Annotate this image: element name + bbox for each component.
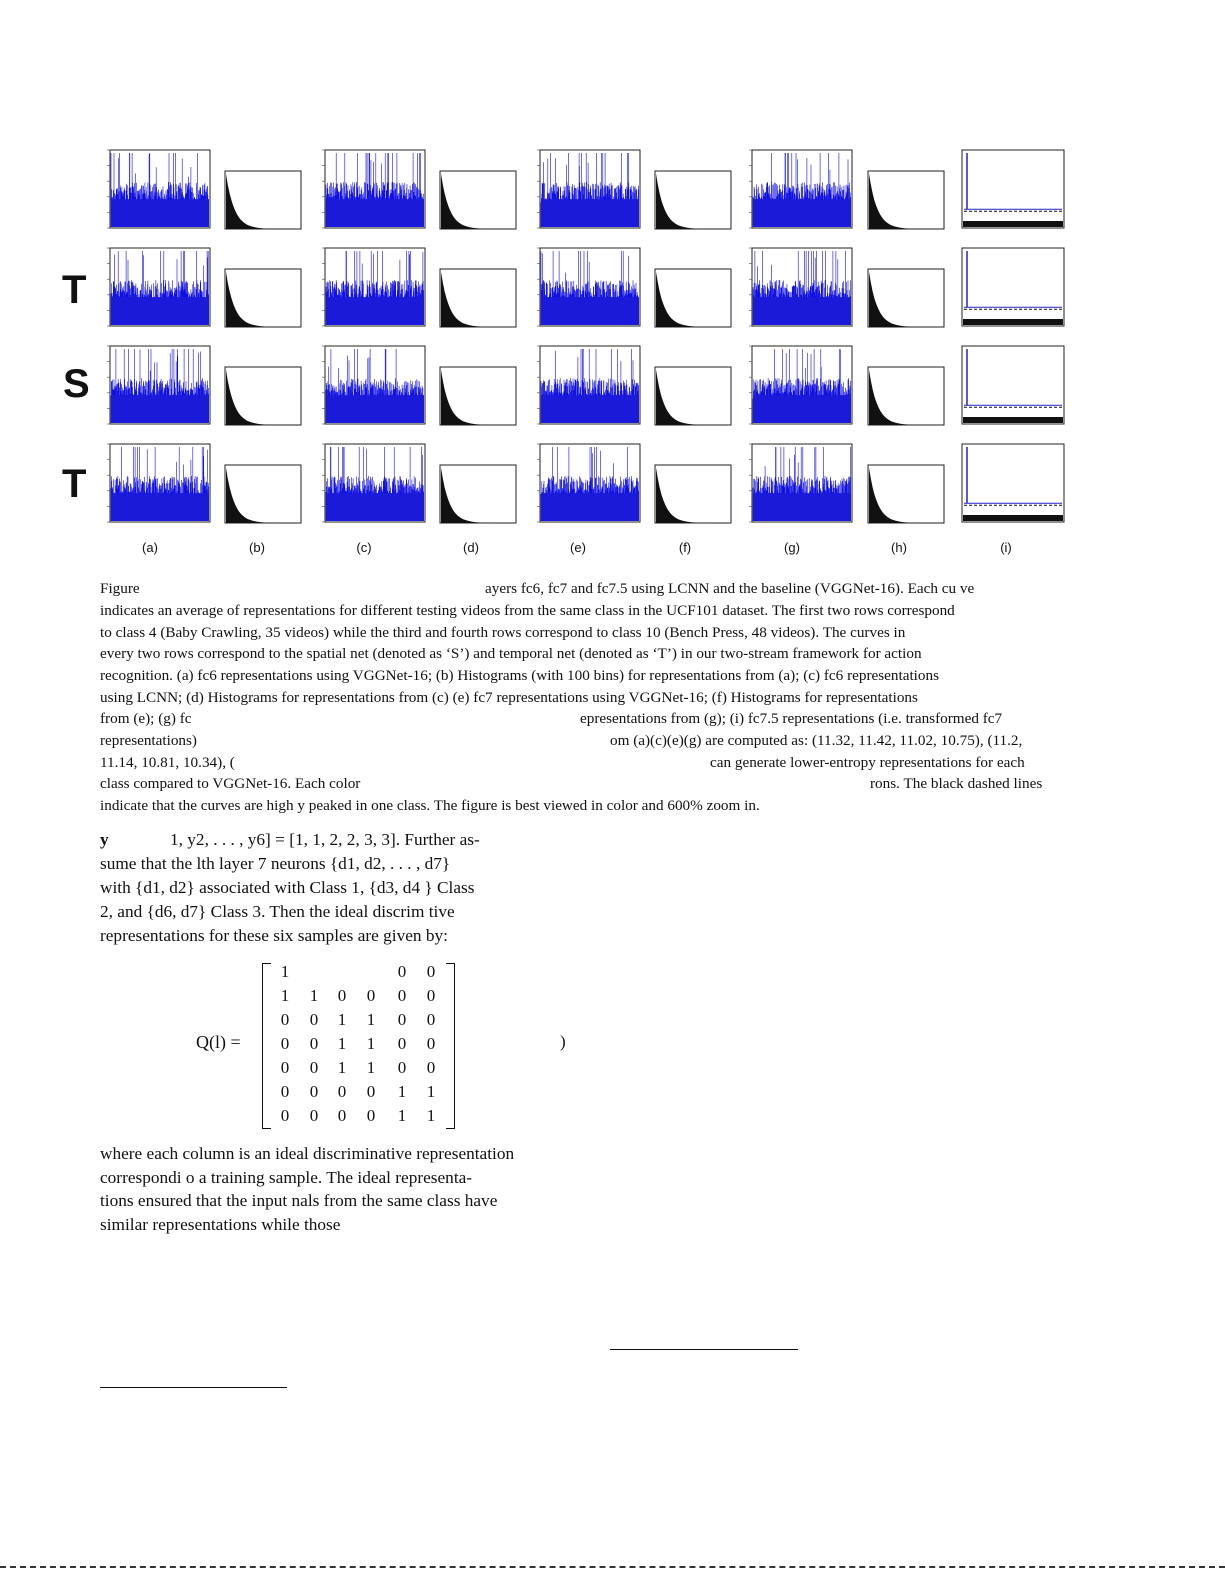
panel-label-b: (b) [249, 540, 265, 555]
panel-label-c: (c) [356, 540, 372, 555]
matrix-cell: 1 [337, 1058, 347, 1077]
matrix-row [275, 962, 475, 986]
panel-label-i: (i) [1000, 540, 1012, 555]
body-line-3: with {d1, d2} associated with Class 1, {d3, d4 } Class [100, 878, 475, 897]
matrix-cell: 0 [280, 1010, 290, 1029]
caption-line-7-right: epresentations from (g); (i) fc7.5 representations (i.e. transformed fc7 [580, 710, 1003, 727]
body-line-8: tions ensured that the input nals from the same class have [100, 1191, 498, 1210]
matrix-cell: 0 [309, 1058, 319, 1077]
matrix-cell: 1 [337, 1010, 347, 1029]
caption-line-8-right: om (a)(c)(e)(g) are computed as: (11.32, 11.42, 11.02, 10.75), (11.2, [610, 732, 1023, 749]
matrix-cell: 0 [426, 1058, 436, 1077]
matrix-cell: 1 [366, 1010, 376, 1029]
footnote-rule-left [100, 1387, 287, 1388]
panel-label-f: (f) [678, 540, 692, 555]
matrix-cell: 0 [337, 986, 347, 1005]
matrix-cell: 1 [397, 1106, 407, 1125]
matrix-cell: 1 [309, 986, 319, 1005]
matrix-cell: 1 [426, 1106, 436, 1125]
transformed-panel-row-3 [962, 346, 1064, 424]
matrix-row [275, 986, 475, 1010]
matrix-cell: 1 [366, 1058, 376, 1077]
panel-label-h: (h) [891, 540, 907, 555]
panel-label-d: (d) [463, 540, 479, 555]
body-line-7: correspondi o a training sample. The ideal representa- [100, 1168, 473, 1187]
matrix-cell: 0 [366, 1106, 376, 1125]
matrix-row [275, 1010, 475, 1034]
equation-lhs: Q(l) = [196, 1032, 241, 1052]
body-line-2: sume that the lth layer 7 neurons {d1, d2, . . . , d7} [100, 854, 451, 873]
equation-number: ) [560, 1032, 566, 1051]
footnote-rule-right [610, 1349, 798, 1350]
caption-line-9-left: 11.14, 10.81, 10.34), ( [100, 754, 235, 771]
transformed-panel-row-2 [962, 248, 1064, 326]
matrix-row [275, 1082, 475, 1106]
matrix-left-bracket [262, 963, 271, 1129]
body-line-9: similar representations while those [100, 1215, 341, 1234]
caption-line-10-left: class compared to VGGNet-16. Each color [100, 775, 361, 792]
caption-line-4: every two rows correspond to the spatial net (denoted as ‘S’) and temporal net (denoted as ‘T’) in our two-stream framework for action [100, 645, 922, 662]
figure-grid [0, 0, 1225, 540]
matrix-row [275, 1034, 475, 1058]
caption-line-11: indicate that the curves are high y peaked in one class. The figure is best viewed in color and 600% zoom in. [100, 797, 760, 814]
matrix-cell: 0 [309, 1106, 319, 1125]
row-label-3: T [62, 462, 87, 506]
matrix [275, 962, 445, 1130]
matrix-cell: 0 [337, 1106, 347, 1125]
body-line-1-rest: 1, y2, . . . , y6] = [1, 1, 2, 2, 3, 3]. Further as- [170, 830, 480, 849]
caption-line-3: to class 4 (Baby Crawling, 35 videos) while the third and fourth rows correspond to class 10 (Bench Press, 48 videos). The curves in [100, 624, 906, 641]
matrix-cell: 0 [309, 1010, 319, 1029]
caption-line-8-left: representations) [100, 732, 197, 749]
matrix-cell: 0 [309, 1082, 319, 1101]
matrix-cell: 0 [337, 1082, 347, 1101]
matrix-cell: 0 [309, 1034, 319, 1053]
matrix-cell: 0 [426, 962, 436, 981]
transformed-panel-row-1 [962, 150, 1064, 228]
caption-line-6: using LCNN; (d) Histograms for representations from (c) (e) fc7 representations using VGGNet-16; (f) Histograms for representations [100, 689, 918, 706]
matrix-cell: 0 [280, 1106, 290, 1125]
panel-label-g: (g) [784, 540, 800, 555]
matrix-cell: 1 [397, 1082, 407, 1101]
panel-label-e: (e) [570, 540, 586, 555]
matrix-cell: 0 [426, 986, 436, 1005]
matrix-row [275, 1106, 475, 1130]
body-line-5: representations for these six samples are given by: [100, 926, 448, 945]
body-line-6: where each column is an ideal discriminative representation [100, 1144, 515, 1163]
caption-line-1-right: ayers fc6, fc7 and fc7.5 using LCNN and the baseline (VGGNet-16). Each cu ve [485, 580, 975, 597]
transformed-panel-row-4 [962, 444, 1064, 522]
caption-line-10-right: rons. The black dashed lines [870, 775, 1043, 792]
matrix-cell: 0 [366, 986, 376, 1005]
row-label-1: T [62, 268, 87, 312]
matrix-cell: 0 [397, 962, 407, 981]
panel-label-a: (a) [142, 540, 158, 555]
matrix-cell: 0 [366, 1082, 376, 1101]
matrix-cell: 1 [337, 1034, 347, 1053]
matrix-cell: 0 [280, 1082, 290, 1101]
matrix-cell: 0 [397, 1034, 407, 1053]
matrix-cell: 0 [280, 1034, 290, 1053]
caption-figure-word: Figure [100, 580, 140, 597]
matrix-cell: 0 [426, 1010, 436, 1029]
row-label-2: S [63, 362, 90, 406]
matrix-row [275, 1058, 475, 1082]
matrix-cell: 0 [426, 1034, 436, 1053]
matrix-cell: 0 [397, 1058, 407, 1077]
body-y-symbol: y [100, 830, 109, 849]
caption-line-2: indicates an average of representations for different testing videos from the same class in the UCF101 dataset. The first two rows correspond [100, 602, 955, 619]
matrix-cell: 1 [426, 1082, 436, 1101]
body-line-4: 2, and {d6, d7} Class 3. Then the ideal discrim tive [100, 902, 455, 921]
bottom-dashed-border [0, 1566, 1225, 1568]
caption-line-5: recognition. (a) fc6 representations using VGGNet-16; (b) Histograms (with 100 bins) for representations from (a); (c) fc6 representations [100, 667, 939, 684]
matrix-cell: 1 [280, 986, 290, 1005]
matrix-cell: 1 [366, 1034, 376, 1053]
matrix-cell: 0 [397, 1010, 407, 1029]
matrix-cell: 0 [397, 986, 407, 1005]
caption-line-7-left: from (e); (g) fc [100, 710, 192, 727]
matrix-cell: 1 [280, 962, 290, 981]
matrix-cell: 0 [280, 1058, 290, 1077]
caption-line-9-right: can generate lower-entropy representations for each [710, 754, 1025, 771]
